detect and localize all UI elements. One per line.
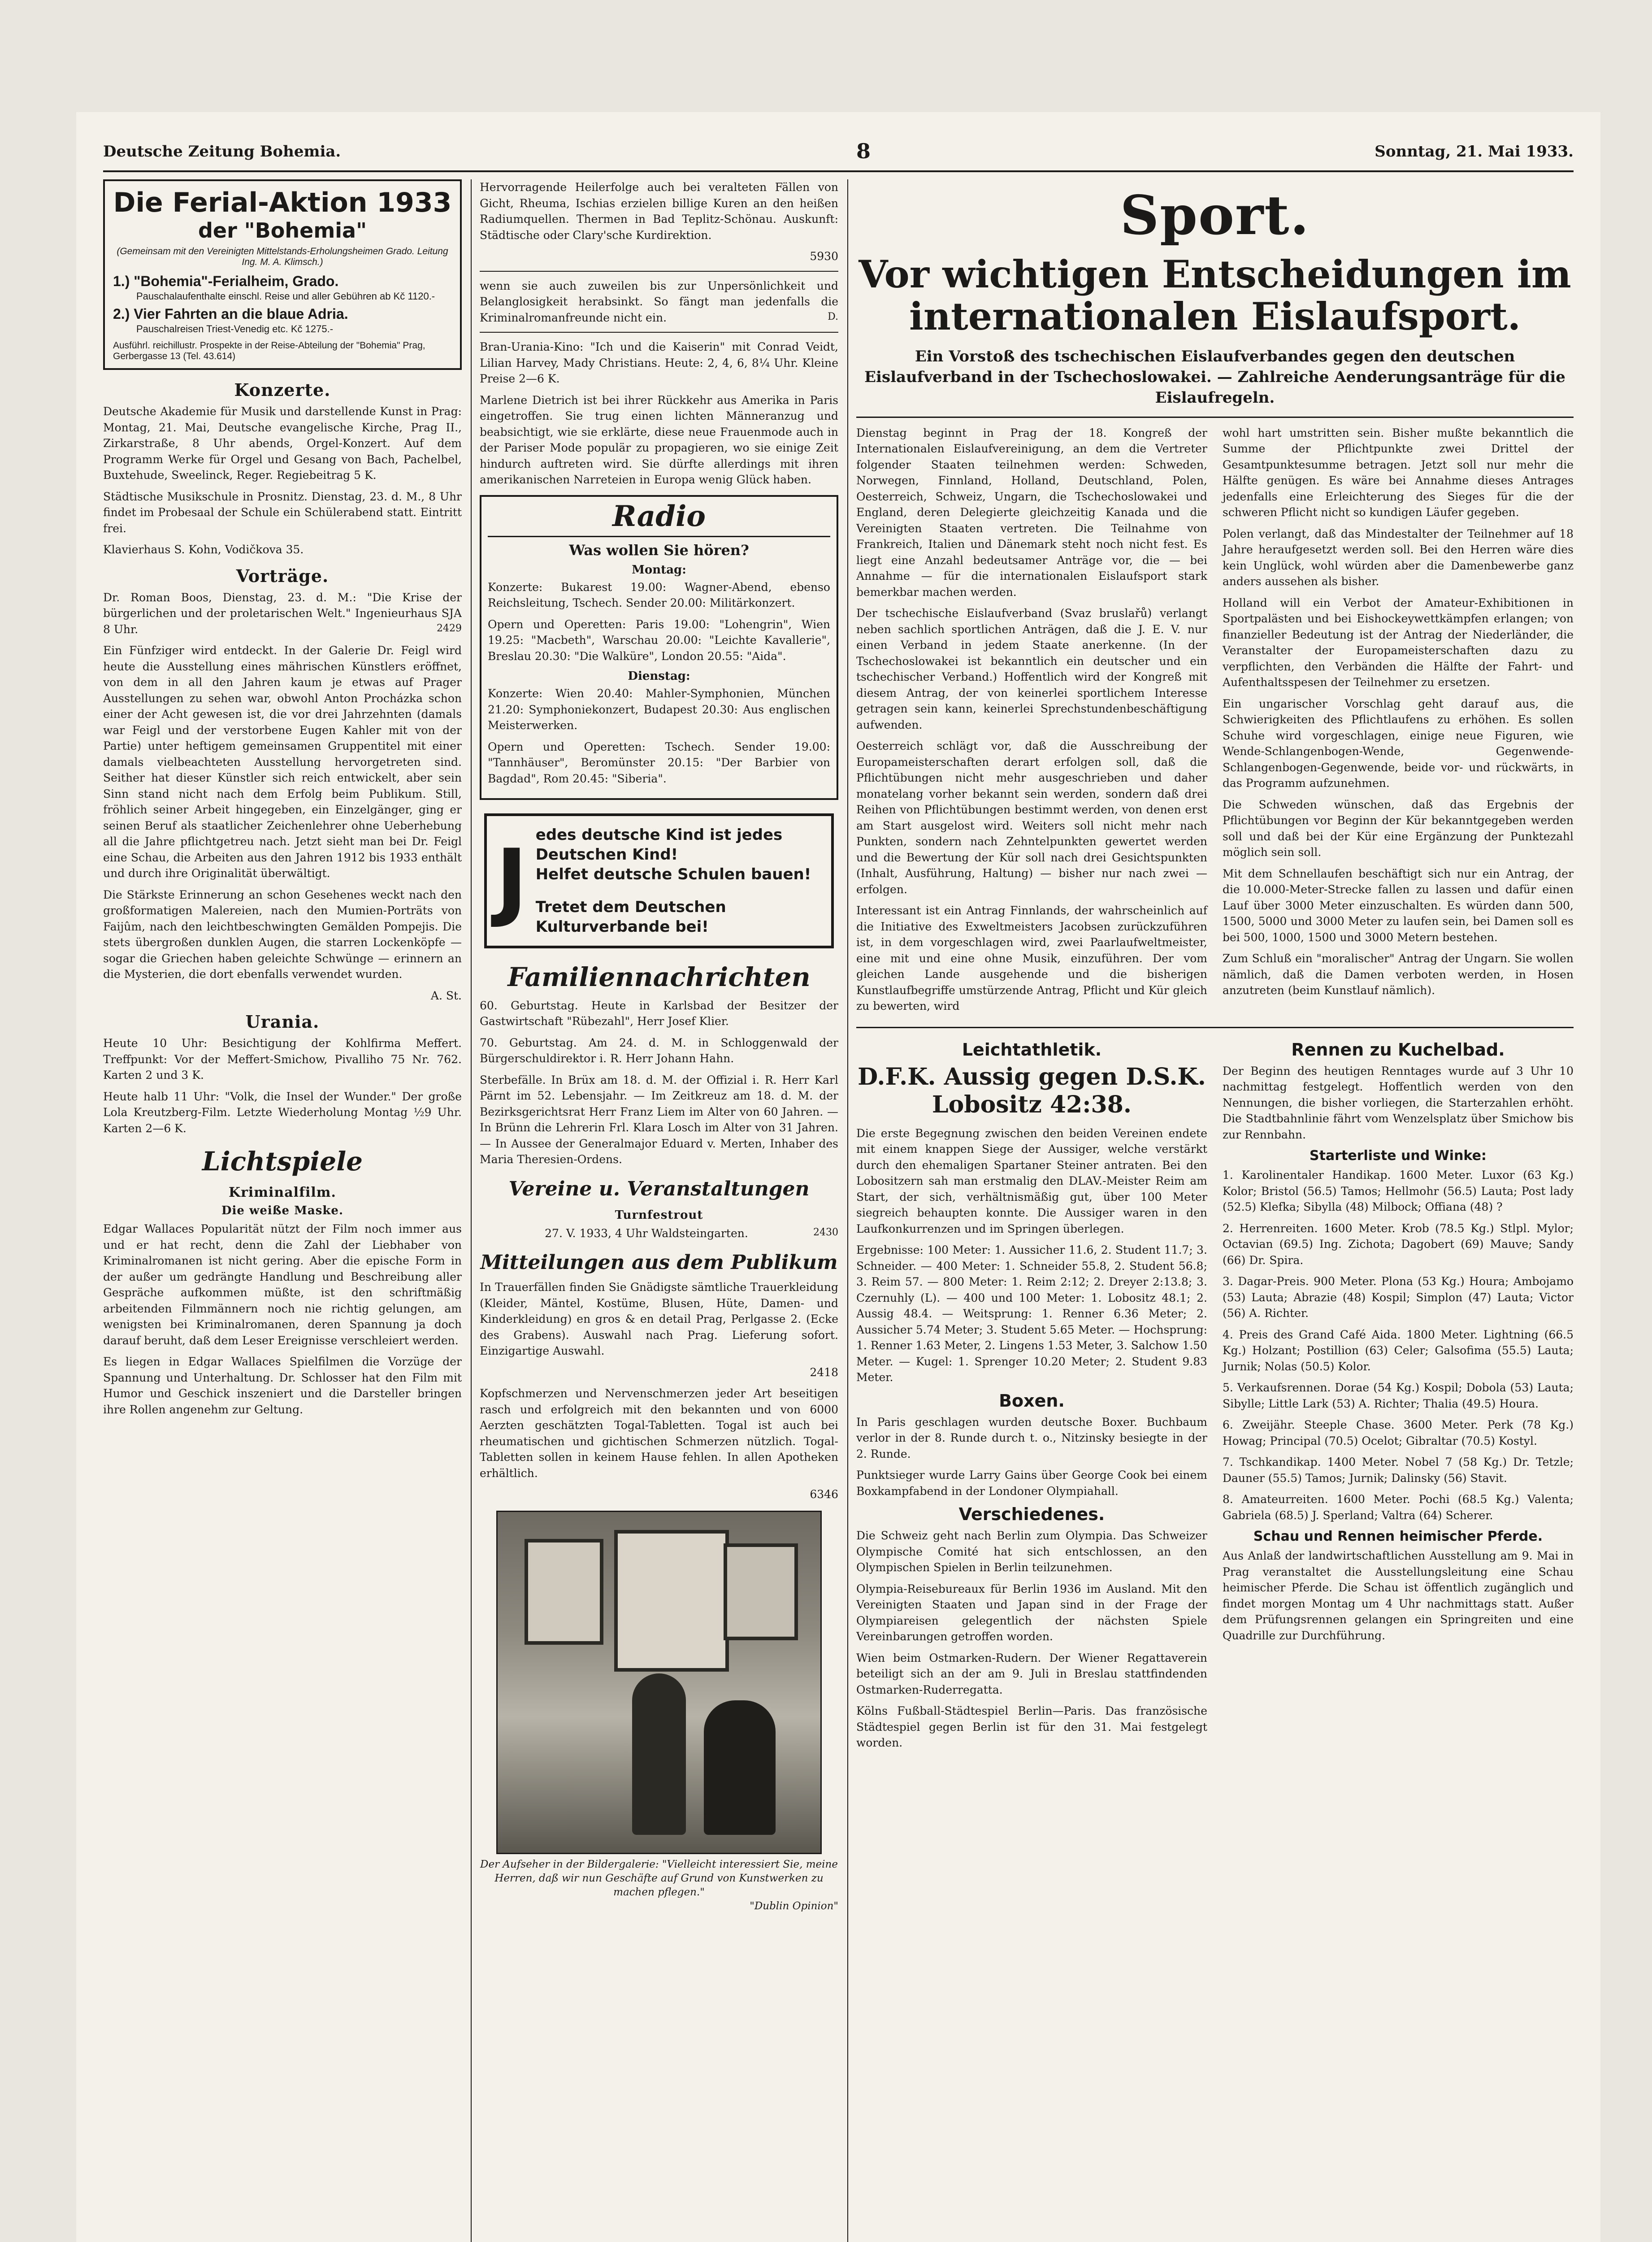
race-entry: 7. Tschkandikap. 1400 Meter. Nobel 7 (58 Kg.) Dr. Tetzle; Dauner (55.5) Tamos; Jurnik; Dalinsky (56) Stavit. [1223, 1456, 1574, 1485]
article-paragraph: In Paris geschlagen wurden deutsche Boxer. Buchbaum verlor in der 8. Runde durch t. o., Nitzinsky besiegte in der 2. Runde. [856, 1415, 1207, 1460]
article-paragraph: Interessant ist ein Antrag Finnlands, der wahrscheinlich auf die Initiative des Exweltmeisters Jacobsen zurückzuführen ist, in dem vorgeschlagen wird, zwei Paarlaufweltmeister, eine mit und eine ohne Musik, einzuführen. Der vom gleichen Lande ausgehende und die bisherigen Kunstlaufbegriffe umstürzende Antrag, Pflicht und Kür gleich zu bewerten, wird [856, 904, 1207, 1013]
section-title-mitteilungen: Mitteilungen aus dem Publikum [480, 1251, 838, 1274]
article-paragraph: In Trauerfällen finden Sie Gnädigste sämtliche Trauerkleidung (Kleider, Mäntel, Kostüme, Blusen, Hüte, Damen- und Kinderkleidung) en gros & en detail Prag, Perlgasse 2. (Ecke des Grabens). Auswahl nach Prag. Lieferung sofort. Einzigartige Auswahl. [480, 1281, 838, 1358]
ferial-item-note: Pauschalaufenthalte einschl. Reise und aller Gebühren ab Kč 1120.- [136, 291, 435, 302]
section-title-familien: Familiennachrichten [507, 961, 811, 992]
article-paragraph: Oesterreich schlägt vor, daß die Ausschreibung der Europameisterschaften derart erfolgen soll, daß die Pflichtübungen nicht mehr ausgeschrieben und daher monatelang vorher bekannt sein werden, sondern daß drei Reihen von Pflichtübungen bestimmt werden, von denen erst am Start ausgelost wird. Weiters soll nicht mehr nach Punkten, sondern nach Zehntelpunkten gewertet werden und die Bewertung der Kür soll nach drei Gesichtspunkten (Inhalt, Ausführung, Haltung) — bisher nur nach zwei — erfolgen. [856, 739, 1207, 896]
radio-box [480, 495, 838, 800]
race-entry: 8. Amateurreiten. 1600 Meter. Pochi (68.5 Kg.) Valenta; Gabriela (68.5) J. Sperland; Valtra (64) Scherer. [1223, 1493, 1574, 1522]
race-entry: 6. Zweijähr. Steeple Chase. 3600 Meter. Perk (78 Kg.) Howag; Principal (70.5) Ocelot; Gibraltar (70.5) Kostyl. [1223, 1418, 1574, 1447]
sport-title: Sport. [1120, 184, 1310, 247]
column-rule [471, 179, 472, 2242]
article-headline: D.F.K. Aussig gegen D.S.K. Lobositz 42:38. [858, 1063, 1206, 1119]
radio-listing: Opern und Operetten: Tschech. Sender 19.00: "Tannhäuser", Beromünster 20.15: "Der Barbier von Bagdad", Rom 20.45: "Siberia". [488, 740, 830, 785]
divider [856, 417, 1574, 418]
article-paragraph: Sterbefälle. In Brüx am 18. d. M. der Offizial i. R. Herr Karl Pärnt im 52. Lebensjahr. — Im Zeitkreuz am 18. d. M. der Bezirksgerichtsrat Herr Franz Liem im Alter von 60 Jahren. — In Brünn die Lehrerin Frl. Klara Losch im Alter von 31 Jahren. — In Aussee der Generalmajor Eduard v. Merten, Inhaber des Maria Theresien-Ordens. [480, 1073, 838, 1166]
cartoon-caption: Der Aufseher in der Bildergalerie: "Vielleicht interessiert Sie, meine Herren, daß wir nun Geschäfte auf Grund von Kunstwerken zu machen pflegen." [480, 1858, 838, 1899]
sport-headline: Vor wichtigen Entscheidungen im internationalen Eislaufsport. [859, 252, 1571, 339]
cartoon-illustration [496, 1511, 822, 1854]
article-signature: D. [828, 311, 838, 322]
article-paragraph: Die Schweden wünschen, daß das Ergebnis der Pflichtübungen vor Beginn der Kür bekanntgegeben werden soll und daß bei der Kür eine Ergänzung der Punktezahl möglich sein soll. [1223, 798, 1574, 859]
picture-frame [724, 1543, 798, 1640]
section-title-schau: Schau und Rennen heimischer Pferde. [1253, 1529, 1543, 1545]
article-paragraph: Olympia-Reisebureaux für Berlin 1936 im Ausland. Mit den Vereinigten Staaten und Japan sind in der Frage der Olympiareisen gelegentlich der nächsten Spiele Vereinbarungen getroffen worden. [856, 1582, 1207, 1643]
sport-lower [856, 1035, 1574, 1756]
ferial-item: 1.) "Bohemia"-Ferialheim, Grado. [113, 273, 339, 289]
ferial-item: 2.) Vier Fahrten an die blaue Adria. [113, 306, 348, 322]
ad-reference-number: 5930 [810, 250, 838, 263]
radio-day: Montag: [632, 563, 686, 577]
article-paragraph: Die Schweiz geht nach Berlin zum Olympia. Das Schweizer Olympische Comité hat sich entschlossen, an den Olympischen Spielen in Berlin teilzunehmen. [856, 1529, 1207, 1574]
article-paragraph: Mit dem Schnellaufen beschäftigt sich nur ein Antrag, der die 10.000-Meter-Strecke fallen zu lassen und dafür einen Lauf über 3000 Meter einzuschalten. Es würden dann 500, 1500, 5000 und 3000 Meter zu laufen sein, bei Damen soll es bei 500, 1000, 1500 und 3000 Metern bestehen. [1223, 867, 1574, 944]
section-title-vortraege: Vorträge. [236, 565, 329, 586]
article-paragraph: Ein ungarischer Vorschlag geht darauf aus, die Schwierigkeiten des Pflichtlaufens zu erhöhen. Es sollen Schuhe wird vorgeschlagen, einige neue Figuren, wie Wende-Schlangenbogen-Wende, Gegenwende-Schlangenbogen-Gegenwende, beide vor- und rückwärts, in das Programm aufzunehmen. [1223, 697, 1574, 790]
event-time: 27. V. 1933, 4 Uhr Waldsteingarten. [545, 1226, 748, 1240]
section-title-urania: Urania. [245, 1012, 320, 1032]
figure-silhouette [704, 1700, 776, 1835]
ferial-footer: Ausführl. reichillustr. Prospekte in der Reise-Abteilung der "Bohemia" Prag, Gerbergasse 13 (Tel. 43.614) [113, 340, 425, 361]
rennen-column [1223, 1035, 1574, 1756]
page-number: 8 [856, 139, 871, 163]
header-rule [103, 170, 1574, 172]
race-entry: 3. Dagar-Preis. 900 Meter. Plona (53 Kg.) Houra; Ambojamo (53) Lauta; Abrazie (48) Kospil; Simplon (47) Lauta; Victor (56) A. Richter. [1223, 1275, 1574, 1320]
section-title-verschiedenes: Verschiedenes. [958, 1504, 1105, 1525]
article-paragraph: wohl hart umstritten sein. Bisher mußte bekanntlich die Summe der Pflichtpunkte zwei Drittel der Gesamtpunktesumme betragen. Jetzt soll nur mehr die Hälfte genügen. Es wäre bei Annahme dieses Antrages jedenfalls eine Erleichterung des Sieges für die der schweren Pflicht nicht so kundigen Läufer gegeben. [1223, 426, 1574, 519]
ad-reference-number: 2429 [437, 622, 462, 634]
sport-article [856, 425, 1574, 1020]
ferial-item-note: Pauschalreisen Triest-Venedig etc. Kč 1275.- [136, 323, 334, 335]
ad-reference-number: 2430 [813, 1226, 838, 1238]
article-paragraph: Kopfschmerzen und Nervenschmerzen jeder Art beseitigen rasch und erfolgreich mit den bekannten und von 6000 Aerzten geschätzten Togal-Tabletten. Togal ist auch bei rheumatischen und gichtischen Schmerzen nützlich. Togal-Tabletten sollen in keinem Hause fehlen. In allen Apotheken erhältlich. [480, 1387, 838, 1480]
section-title-vereine: Vereine u. Veranstaltungen [508, 1177, 810, 1200]
article-paragraph: Ergebnisse: 100 Meter: 1. Aussicher 11.6, 2. Student 11.7; 3. Schneider. — 400 Meter: 1. Schneider 55.8, 2. Student 56.8; 3. Reim 57. — 800 Meter: 1. Reim 2:12; 2. Dreyer 2:13.8; 3. Czernuhly (L). — 400 und 100 Meter: 1. Lobositz 48.1; 2. Aussig 48.4. — Weitsprung: 1. Renner 6.36 Meter; 2. Aussicher 5.74 Meter; 3. Student 5.65 Meter. — Hochsprung: 1. Renner 1.63 Meter, 2. Lingens 1.53 Meter, 3. Salchow 1.50 Meter. — Kugel: 1. Sprenger 10.20 Meter; 2. Student 9.83 Meter. [856, 1243, 1207, 1384]
radio-day: Dienstag: [628, 669, 690, 683]
article-paragraph: Der tschechische Eislaufverband (Svaz bruslařů) verlangt neben sachlich sportlichen Anträgen, daß die J. E. V. nur einen Verband in jedem Staate anerkenne. (In der Tschechoslowakei ist bekanntlich ein deutscher und ein tschechischer Verband.) Hoffentlich wird der Kongreß mit diesem Antrag, der von keinerlei sportlichem Interesse getragen sein kann, keinerlei Sprechstundenbeschäftigung aufwenden. [856, 607, 1207, 731]
article-paragraph [103, 590, 462, 638]
article-paragraph: Wien beim Ostmarken-Rudern. Der Wiener Regattaverein beteiligt sich an der am 9. Juli in Breslau stattfindenden Ostmarken-Ruderregatta. [856, 1651, 1207, 1696]
race-entry: 5. Verkaufsrennen. Dorae (54 Kg.) Kospil; Dobola (53) Lauta; Sibylle; Little Lark (53) A. Richter; Thalia (49.5) Houra. [1223, 1381, 1574, 1410]
ad-initial: J [496, 831, 528, 930]
sport-column-left [856, 425, 1207, 1020]
sport-column-right [1223, 425, 1574, 1020]
article-paragraph: Hervorragende Heilerfolge auch bei veralteten Fällen von Gicht, Rheuma, Ischias erzielen billige Kuren an den heißen Radiumquellen. Thermen in Bad Teplitz-Schönau. Auskunft: Städtische oder Clary'sche Kurdirektion. [480, 181, 838, 242]
issue-date: Sonntag, 21. Mai 1933. [1374, 143, 1574, 161]
article-paragraph: Zum Schluß ein "moralischer" Antrag der Ungarn. Sie wollen nämlich, daß die Damen verboten werden, in Hosen anzutreten (beim Kunstlauf nämlich). [1223, 952, 1574, 997]
article-paragraph: Heute halb 11 Uhr: "Volk, die Insel der Wunder." Der große Lola Kreutzberg-Film. Letzte Wiederholung Montag ½9 Uhr. Karten 2—6 K. [103, 1090, 462, 1135]
section-title-boxen: Boxen. [999, 1390, 1065, 1411]
starter-list-title: Starterliste und Winke: [1309, 1148, 1487, 1164]
page-header [103, 139, 1574, 170]
ad-line: edes deutsche Kind ist jedes Deutschen Kind! [535, 826, 783, 864]
article-paragraph: Punktsieger wurde Larry Gains über George Cook bei einem Boxkampfabend in der Londoner Olympiahall. [856, 1469, 1207, 1498]
article-paragraph: 60. Geburtstag. Heute in Karlsbad der Besitzer der Gastwirtschaft "Rübezahl", Herr Josef Klier. [480, 999, 838, 1028]
event-detail [480, 1225, 838, 1242]
article-paragraph [480, 278, 838, 326]
article-paragraph: Ein Fünfziger wird entdeckt. In der Galerie Dr. Feigl wird heute die Ausstellung eines mährischen Künstlers eröffnet, von dem in all den Jahren kaum je etwas auf Prager Ausstellungen zu sehen war, obwohl Anton Procházka schon einer der Acht gewesen ist, die vor drei Jahrzehnten (damals war Feigl und der verstorbene Eugen Kahler mit von der Partie) unter heftigem gemeinsamen Gruppentitel mit einer damals vielbeachteten Ausstellung hervorgetreten sind. Seither hat dieser Künstler sich reich entwickelt, aber sein Sinn stand nicht nach dem Erfolg beim Publikum. Still, fröhlich seiner Arbeit hingegeben, ein Einzelgänger, ging er seinen Beruf als staatlicher Zeichenlehrer ohne Ueberhebung all die Jahre pflichtgetreu nach. Jetzt sieht man bei Dr. Feigl eine Schau, die Arbeiten aus den Jahren 1912 bis 1933 enthält und durch ihre Originalität überwältigt. [103, 644, 462, 880]
sport-section [856, 179, 1574, 2242]
article-paragraph: Kölns Fußball-Städtespiel Berlin—Paris. Das französische Städtespiel gegen Berlin ist für den 31. Mai festgelegt worden. [856, 1704, 1207, 1750]
radio-subtitle: Was wollen Sie hören? [569, 541, 749, 559]
section-title-leichtathletik: Leichtathletik. [962, 1039, 1102, 1060]
radio-listing: Opern und Operetten: Paris 19.00: "Lohengrin", Wien 19.25: "Macbeth", Warschau 20.00: "Leichte Kavallerie", Breslau 20.30: "Die Walküre", London 20.55: "Aida". [488, 617, 830, 663]
article-paragraph: Polen verlangt, daß das Mindestalter der Teilnehmer auf 18 Jahre heraufgesetzt werden soll. Bei den Herren wäre dies kein Unglück, wohl würden aber die Damenbewerbe ganz anders aussehen als bisher. [1223, 527, 1574, 588]
divider [856, 1027, 1574, 1028]
kulturverband-ad [484, 813, 834, 948]
paragraph-text: Dr. Roman Boos, Dienstag, 23. d. M.: "Die Krise der bürgerlichen und der proletarischen Welt." Ingenieurhaus SJA 8 Uhr. [103, 591, 462, 636]
ferial-ad [103, 179, 462, 370]
article-paragraph: Deutsche Akademie für Musik und darstellende Kunst in Prag: Montag, 21. Mai, Deutsche evangelische Kirche, Prag II., Zirkarstraße, 8 Uhr abends, Orgel-Konzert. Auf dem Programm Werke für Orgel und Gesang von Bach, Pachelbel, Buxtehude, Sweelinck, Reger. Regiebeitrag 5 K. [103, 405, 462, 482]
newspaper-name: Deutsche Zeitung Bohemia. [103, 143, 341, 161]
radio-listing: Konzerte: Bukarest 19.00: Wagner-Abend, ebenso Reichsleitung, Tschech. Sender 20.00: Militärkonzert. [488, 580, 830, 609]
newspaper-page [76, 112, 1600, 2242]
column-rule [847, 179, 848, 2242]
leichtathletik-column [856, 1035, 1207, 1756]
ferial-note: (Gemeinsam mit den Vereinigten Mittelstands-Erholungsheimen Grado. Leitung Ing. M. A. Klimsch.) [117, 246, 448, 267]
column-1 [103, 179, 462, 2242]
section-title-lichtspiele: Lichtspiele [202, 1146, 363, 1177]
race-entry: 1. Karolinentaler Handikap. 1600 Meter. Luxor (63 Kg.) Kolor; Bristol (56.5) Tamos; Hellmohr (56.5) Lauta; Post lady (52.5) Klefka; Sibylla (48) Milbock; Offiana (48) ? [1223, 1169, 1574, 1214]
column-2 [480, 179, 838, 2242]
article-paragraph: Edgar Wallaces Popularität nützt der Film noch immer aus und er hat recht, denn die Zahl der Liebhaber von Kriminalromanen ist nicht gering. Aber die epische Form in der außer um gedrängte Handlung und Beschreibung aller Gespräche aufkommen müßte, ist den schriftmäßig arbeitenden Filmmännern noch nie richtig gelungen, am wenigsten bei Kriminalromanen, deren Spannung ja doch darauf beruht, daß dem Leser Ereignisse verschleiert werden. [103, 1222, 462, 1347]
article-paragraph: 70. Geburtstag. Am 24. d. M. in Schloggenwald der Bürgerschuldirektor i. R. Herr Johann Hahn. [480, 1036, 838, 1065]
event-title: Turnfestrout [615, 1208, 703, 1222]
ad-reference-number: 6346 [810, 1488, 838, 1501]
radio-listing: Konzerte: Wien 20.40: Mahler-Symphonien, München 21.20: Symphoniekonzert, Budapest 20.30: Aus englischen Meisterwerken. [488, 687, 830, 732]
divider [480, 332, 838, 333]
ad-reference-number: 2418 [810, 1365, 838, 1379]
article-paragraph: Heute 10 Uhr: Besichtigung der Kohlfirma Meffert. Treffpunkt: Vor der Meffert-Smichow, Pivalliho 75 Nr. 762. Karten 2 und 3 K. [103, 1037, 462, 1082]
ad-text [536, 825, 822, 937]
section-title-rennen: Rennen zu Kuchelbad. [1291, 1039, 1505, 1060]
article-paragraph: Marlene Dietrich ist bei ihrer Rückkehr aus Amerika in Paris eingetroffen. Sie trug einen lichten Männeranzug und beabsichtigt, wie sie erklärte, diese neue Frauenmode auch in der Pariser Mode populär zu propagieren, wo sie einige Zeit hindurch auftreten wird. Sie dürfte allerdings mit ihren amerikanischen Narreteien in Europa wenig Glück haben. [480, 393, 838, 486]
article-paragraph: Holland will ein Verbot der Amateur-Exhibitionen in Sportpalästen und bei Eishockeywettkämpfen erlangen; von finanzieller Bedeutung ist der Antrag der Niederländer, die Veranstalter der Europameisterschaften dazu zu verpflichten, den Verbänden die Hälfte der Fahrt- und Aufenthaltsspesen der Teilnehmer zu ersetzen. [1223, 596, 1574, 689]
race-entry: 4. Preis des Grand Café Aida. 1800 Meter. Lightning (66.5 Kg.) Holzant; Postillion (63) Celer; Galsofima (55.5) Lauta; Jurnik; Nolas (50.5) Kolor. [1223, 1328, 1574, 1373]
article-paragraph: Aus Anlaß der landwirtschaftlichen Ausstellung am 9. Mai in Prag veranstaltet die Ausstellungsleitung eine Schau heimischer Pferde. Die Schau ist öffentlich zugänglich und findet morgen Montag um 4 Uhr nachmittags statt. Außer dem Prüfungsrennen gelangen ein Springreiten und eine Quadrille zur Durchführung. [1223, 1549, 1574, 1642]
ferial-subtitle: der "Bohemia" [198, 218, 367, 243]
divider [480, 271, 838, 272]
race-entry: 2. Herrenreiten. 1600 Meter. Krob (78.5 Kg.) Stlpl. Mylor; Octavian (69.5) Ing. Zichota; Dagobert (69) Mauve; Sandy (66) Dr. Spira. [1223, 1221, 1574, 1267]
cartoon-source: "Dublin Opinion" [750, 1900, 838, 1912]
article-paragraph: Der Beginn des heutigen Renntages wurde auf 3 Uhr 10 nachmittag festgelegt. Hoffentlich werden von den Nennungen, die bisher vorliegen, die Starterzahlen erhöht. Die Stadtbahnlinie fährt vom Wenzelsplatz über Smichow bis zur Rennbahn. [1223, 1064, 1574, 1141]
section-title-konzerte: Konzerte. [234, 380, 331, 400]
radio-title: Radio [488, 500, 830, 537]
article-paragraph: Städtische Musikschule in Prosnitz. Dienstag, 23. d. M., 8 Uhr findet im Probesaal der Schule ein Schülerabend statt. Eintritt frei. [103, 490, 462, 535]
paragraph-text: wenn sie auch zuweilen bis zur Unpersönlichkeit und Belanglosigkeit herabsinkt. So fängt man jedenfalls die Kriminalromanfreunde nicht ein. [480, 279, 838, 324]
sport-deck: Ein Vorstoß des tschechischen Eislaufverbandes gegen den deutschen Eislaufverband in der Tschechoslowakei. — Zahlreiche Aenderungsanträge für die Eislaufregeln. [864, 348, 1565, 407]
article-paragraph: Es liegen in Edgar Wallaces Spielfilmen die Vorzüge der Spannung und Unterhaltung. Dr. Schlosser hat den Film mit Humor und Geschick inszeniert und die Darsteller bringen ihre Rollen angenehm zur Geltung. [103, 1355, 462, 1416]
article-subtitle: Kriminalfilm. [229, 1185, 336, 1200]
picture-frame [614, 1530, 729, 1672]
article-paragraph: Klavierhaus S. Kohn, Vodičkova 35. [103, 543, 304, 556]
article-paragraph: Die erste Begegnung zwischen den beiden Vereinen endete mit einem knappen Siege der Aussiger, welche verstärkt durch den ehemaligen Spartaner Steiner antraten. Bei den Lobositzern sah man erstmalig den DLAV.-Meister Reim am Start, der sich, verhältnismäßig gut, über 100 Meter siegreich behaupten konnte. Die Aussiger waren in den Laufkonkurrenzen und im Springen überlegen. [856, 1126, 1207, 1235]
picture-frame [525, 1539, 603, 1645]
ferial-title: Die Ferial-Aktion 1933 [113, 187, 452, 218]
article-signature: A. St. [430, 989, 462, 1002]
article-paragraph: Die Stärkste Erinnerung an schon Gesehenes weckt nach den großformatigen Malereien, nach den Mumien-Porträts von Faijûm, nach den leichtbeschwingten Gemälden Pompejis. Die stets übergroßen dunklen Augen, die starren Lockenköpfe — sogar die Griechen haben geleichte Schwünge — erinnern an die Mysterien, die dort ebenfalls verwendet wurden. [103, 888, 462, 981]
article-paragraph: Dienstag beginnt in Prag der 18. Kongreß der Internationalen Eislaufvereinigung, an dem die Vertreter folgender Staaten teilnehmen werden: Schweden, Norwegen, Finnland, Holland, Deutschland, Polen, Oesterreich, Schweiz, Ungarn, die Tschechoslowakei und England, deren Delegierte gleichzeitig Kanada und die Vereinigten Staaten vertreten. Die Teilnahme von Frankreich, Italien und Dänemark steht noch nicht fest. Es liegt eine Anzahl bedeutsamer Anträge vor, die — bei Annahme — für die internationalen Eislaufsport stark bemerkbar machen werden. [856, 426, 1207, 599]
article-kicker: Die weiße Maske. [221, 1204, 344, 1217]
ad-line: Helfet deutsche Schulen bauen! [535, 865, 811, 884]
ad-line: Tretet dem Deutschen Kulturverbande bei! [535, 898, 726, 936]
article-paragraph: Bran-Urania-Kino: "Ich und die Kaiserin" mit Conrad Veidt, Lilian Harvey, Mady Christians. Heute: 2, 4, 6, 8¼ Uhr. Kleine Preise 2—6 K. [480, 340, 838, 385]
figure-silhouette [632, 1673, 686, 1835]
